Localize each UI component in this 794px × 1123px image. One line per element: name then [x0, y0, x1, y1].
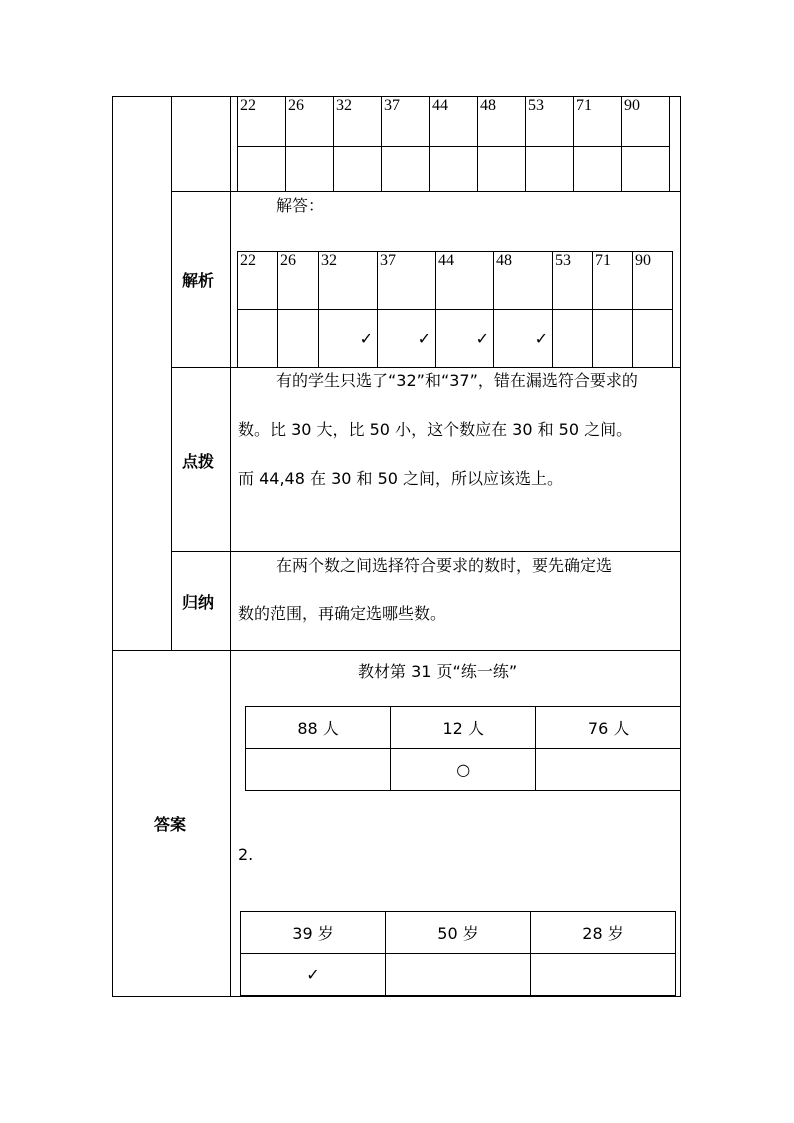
dianba-label: 点拨 — [182, 452, 215, 471]
answer2-header-cell: 50 岁 — [386, 912, 531, 954]
jiexi-number-table — [237, 251, 673, 368]
top-number-cell: 53 — [526, 97, 574, 147]
top-empty-cell — [382, 147, 430, 192]
check-mark-icon: ✓ — [436, 310, 494, 368]
row-divider-3 — [171, 551, 681, 552]
top-number-table — [237, 96, 670, 192]
jiexi-number-cell: 26 — [278, 252, 319, 310]
outer-left-border — [112, 96, 113, 997]
label-column-divider — [171, 96, 172, 651]
answer-title: 教材第 31 页“练一练” — [358, 662, 518, 681]
check-mark-icon: ✓ — [494, 310, 553, 368]
top-number-cell: 48 — [478, 97, 526, 147]
jiexi-mark-cell — [238, 310, 278, 368]
top-number-cell: 22 — [238, 97, 286, 147]
row-divider-4 — [112, 650, 681, 651]
answer2-header-cell: 39 岁 — [241, 912, 386, 954]
jiexi-number-cell: 90 — [633, 252, 673, 310]
top-number-cell: 90 — [622, 97, 670, 147]
answer1-header-cell: 76 人 — [536, 707, 681, 749]
top-number-cell: 71 — [574, 97, 622, 147]
jiexi-label: 解析 — [182, 271, 215, 290]
check-mark-icon: ✓ — [319, 310, 378, 368]
top-number-cell: 26 — [286, 97, 334, 147]
dianba-line-2: 数。比 30 大，比 50 小，这个数应在 30 和 50 之间。 — [238, 420, 633, 439]
answer1-header-cell: 88 人 — [246, 707, 391, 749]
guina-label: 归纳 — [182, 593, 215, 612]
dianba-line-1: 有的学生只选了“32”和“37”，错在漏选符合要求的 — [276, 371, 638, 390]
top-empty-cell — [238, 147, 286, 192]
check-mark-icon: ✓ — [241, 954, 386, 996]
jiexi-number-cell: 71 — [593, 252, 633, 310]
answer-label: 答案 — [154, 815, 187, 834]
outer-bottom-border — [112, 996, 681, 997]
answer1-mark-cell — [536, 749, 681, 791]
check-mark-icon: ✓ — [378, 310, 436, 368]
answer-item-2: 2. — [238, 845, 254, 864]
jiexi-intro: 解答： — [276, 196, 325, 215]
top-number-cell: 44 — [430, 97, 478, 147]
answer2-header-cell: 28 岁 — [531, 912, 676, 954]
jiexi-number-cell: 48 — [494, 252, 553, 310]
answer1-header-cell: 12 人 — [391, 707, 536, 749]
top-empty-cell — [622, 147, 670, 192]
answer-table-2 — [240, 911, 676, 996]
top-empty-cell — [334, 147, 382, 192]
answer1-mark-cell — [246, 749, 391, 791]
top-number-cell: 32 — [334, 97, 382, 147]
top-empty-cell — [526, 147, 574, 192]
top-empty-cell — [430, 147, 478, 192]
jiexi-number-cell: 22 — [238, 252, 278, 310]
jiexi-number-cell: 37 — [378, 252, 436, 310]
answer2-mark-cell — [386, 954, 531, 996]
guina-line-1: 在两个数之间选择符合要求的数时，要先确定选 — [276, 556, 613, 575]
top-empty-cell — [574, 147, 622, 192]
jiexi-mark-cell — [553, 310, 593, 368]
top-number-cell: 37 — [382, 97, 430, 147]
jiexi-number-cell: 53 — [553, 252, 593, 310]
top-empty-cell — [478, 147, 526, 192]
jiexi-mark-cell — [593, 310, 633, 368]
guina-line-2: 数的范围，再确定选哪些数。 — [238, 604, 447, 623]
top-empty-cell — [286, 147, 334, 192]
circle-mark-icon: ○ — [391, 749, 536, 791]
content-column-divider — [230, 96, 231, 997]
jiexi-mark-cell — [633, 310, 673, 368]
jiexi-mark-cell — [278, 310, 319, 368]
jiexi-number-cell: 32 — [319, 252, 378, 310]
outer-right-border — [680, 96, 681, 997]
jiexi-number-cell: 44 — [436, 252, 494, 310]
answer2-mark-cell — [531, 954, 676, 996]
dianba-line-3: 而 44,48 在 30 和 50 之间，所以应该选上。 — [238, 469, 564, 488]
answer-table-1 — [245, 706, 681, 791]
